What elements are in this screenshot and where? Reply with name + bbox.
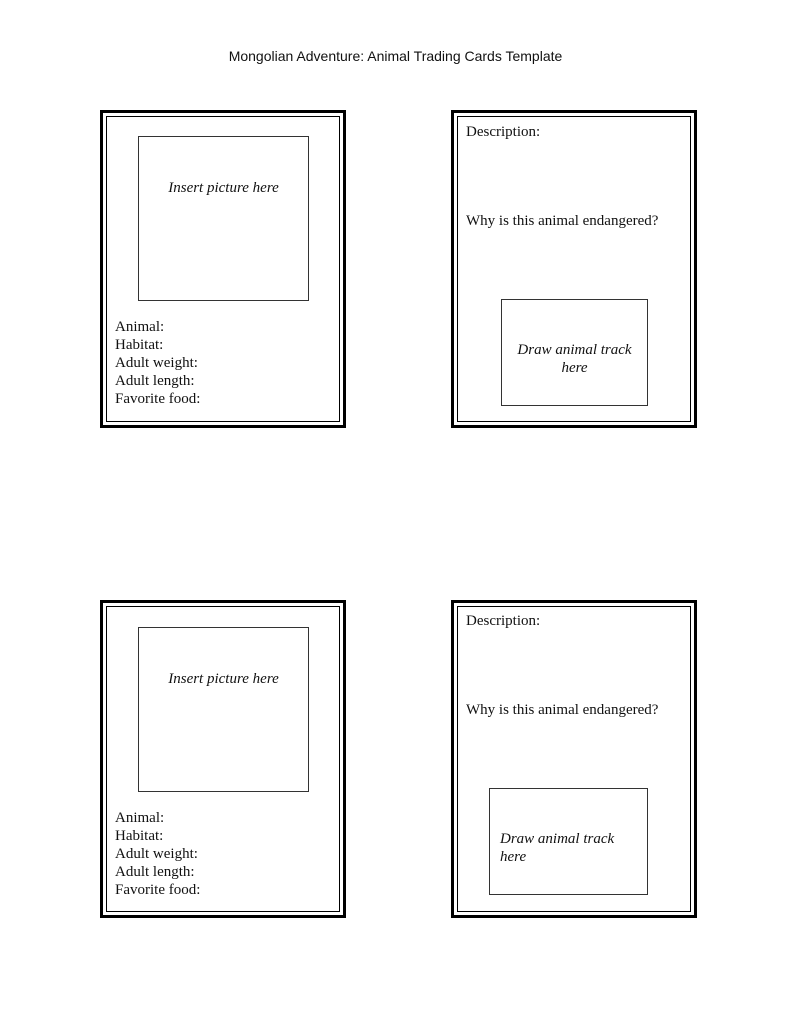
picture-placeholder-label: Insert picture here [168,180,279,196]
field-adult-weight-label: Adult weight: [115,846,198,862]
endangered-question-label: Why is this animal endangered? [466,213,659,229]
card-back-1 [451,110,697,428]
animal-track-label-line2: here [500,849,527,865]
field-favorite-food-label: Favorite food: [115,882,201,898]
animal-track-label-line1: Draw animal track [517,342,632,358]
field-animal-label: Animal: [115,810,165,826]
card-front-1 [100,110,346,428]
field-adult-length-label: Adult length: [115,864,195,880]
card-front-2 [100,600,346,918]
field-favorite-food-label: Favorite food: [115,391,201,407]
animal-track-box[interactable] [501,299,648,406]
animal-track-label-line2: here [561,360,588,376]
animal-track-label-line1: Draw animal track [500,831,615,847]
card-back-2 [451,600,697,918]
picture-placeholder-box[interactable] [138,136,309,301]
picture-placeholder-box[interactable] [138,627,309,792]
card-front-2-fields [115,809,200,899]
description-label: Description: [466,613,541,629]
card-front-1-fields [115,318,200,408]
field-animal-label: Animal: [115,319,165,335]
animal-track-box[interactable] [489,788,648,895]
field-habitat-label: Habitat: [115,828,164,844]
picture-placeholder-label: Insert picture here [168,671,279,687]
field-adult-weight-label: Adult weight: [115,355,198,371]
description-label: Description: [466,124,541,140]
page-title: Mongolian Adventure: Animal Trading Cards Template [228,48,563,64]
field-adult-length-label: Adult length: [115,373,195,389]
field-habitat-label: Habitat: [115,337,164,353]
endangered-question-label: Why is this animal endangered? [466,702,659,718]
